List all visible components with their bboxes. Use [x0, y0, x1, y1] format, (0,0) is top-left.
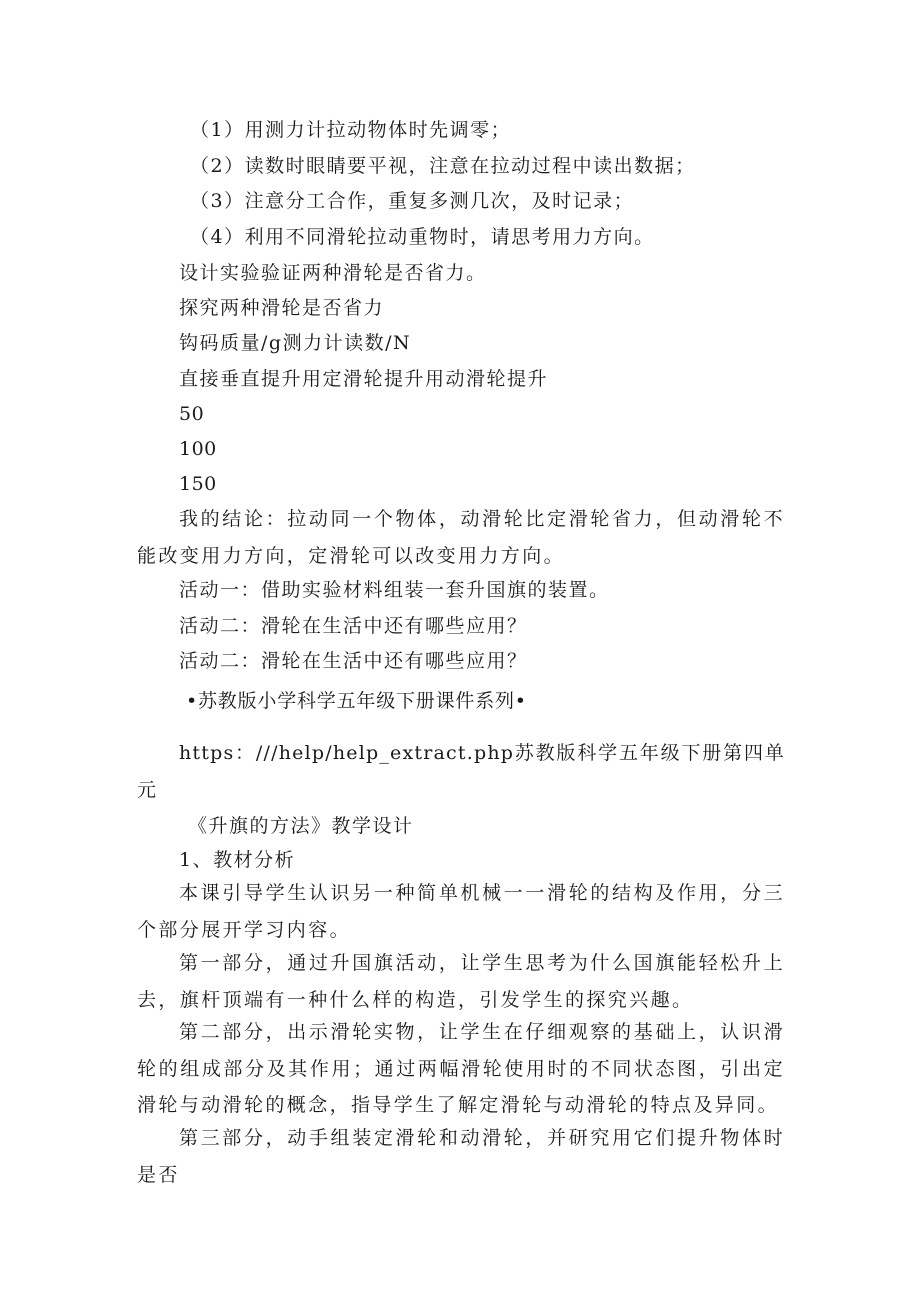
body-paragraph-4: 第三部分，动手组装定滑轮和动滑轮，并研究用它们提升物体时是否 [137, 1127, 785, 1186]
table-header-row-2: 直接垂直提升用定滑轮提升用动滑轮提升 [179, 368, 549, 390]
note-item-4: （4）利用不同滑轮拉动重物时，请思考用力方向。 [190, 226, 655, 248]
activity-one: 活动一：借助实验材料组装一套升国旗的装置。 [179, 579, 610, 601]
activity-two: 活动二：滑轮在生活中还有哪些应用？ [179, 615, 528, 637]
conclusion-paragraph: 我的结论：拉动同一个物体，动滑轮比定滑轮省力，但动滑轮不能改变用力方向，定滑轮可以改变用力方向。 [137, 508, 785, 567]
table-header-row-1: 钩码质量/g测力计读数/N [179, 332, 412, 354]
note-item-1: （1）用测力计拉动物体时先调零； [190, 119, 512, 141]
note-item-2: （2）读数时眼睛要平视，注意在拉动过程中读出数据； [190, 155, 696, 177]
body-paragraph-1: 本课引导学生认识另一种简单机械一一滑轮的结构及作用，分三个部分展开学习内容。 [137, 882, 785, 941]
body-paragraph-2: 第一部分，通过升国旗活动，让学生思考为什么国旗能轻松升上去，旗杆顶端有一种什么样的构造，引发学生的探究兴趣。 [137, 952, 785, 1011]
section-heading: 1、教材分析 [179, 849, 296, 871]
help-link-text: https：///help/help_extract.php苏教版科学五年级下册第四单元 [137, 742, 785, 801]
activity-two-repeat: 活动二：滑轮在生活中还有哪些应用？ [179, 650, 528, 672]
note-item-3: （3）注意分工合作，重复多测几次，及时记录； [190, 190, 635, 212]
document-title: 《升旗的方法》教学设计 [188, 815, 414, 837]
mass-value-50: 50 [179, 403, 205, 425]
table-title: 探究两种滑轮是否省力 [179, 297, 385, 319]
mass-value-100: 100 [179, 438, 217, 460]
body-paragraph-3: 第二部分，出示滑轮实物，让学生在仔细观察的基础上，认识滑轮的组成部分及其作用；通过两幅滑轮使用时的不同状态图，引出定滑轮与动滑轮的概念，指导学生了解定滑轮与动滑轮的特点及异同。 [137, 1021, 785, 1116]
mass-value-150: 150 [179, 473, 217, 495]
series-banner: •苏教版小学科学五年级下册课件系列• [186, 690, 527, 712]
experiment-design-text: 设计实验验证两种滑轮是否省力。 [179, 262, 487, 284]
